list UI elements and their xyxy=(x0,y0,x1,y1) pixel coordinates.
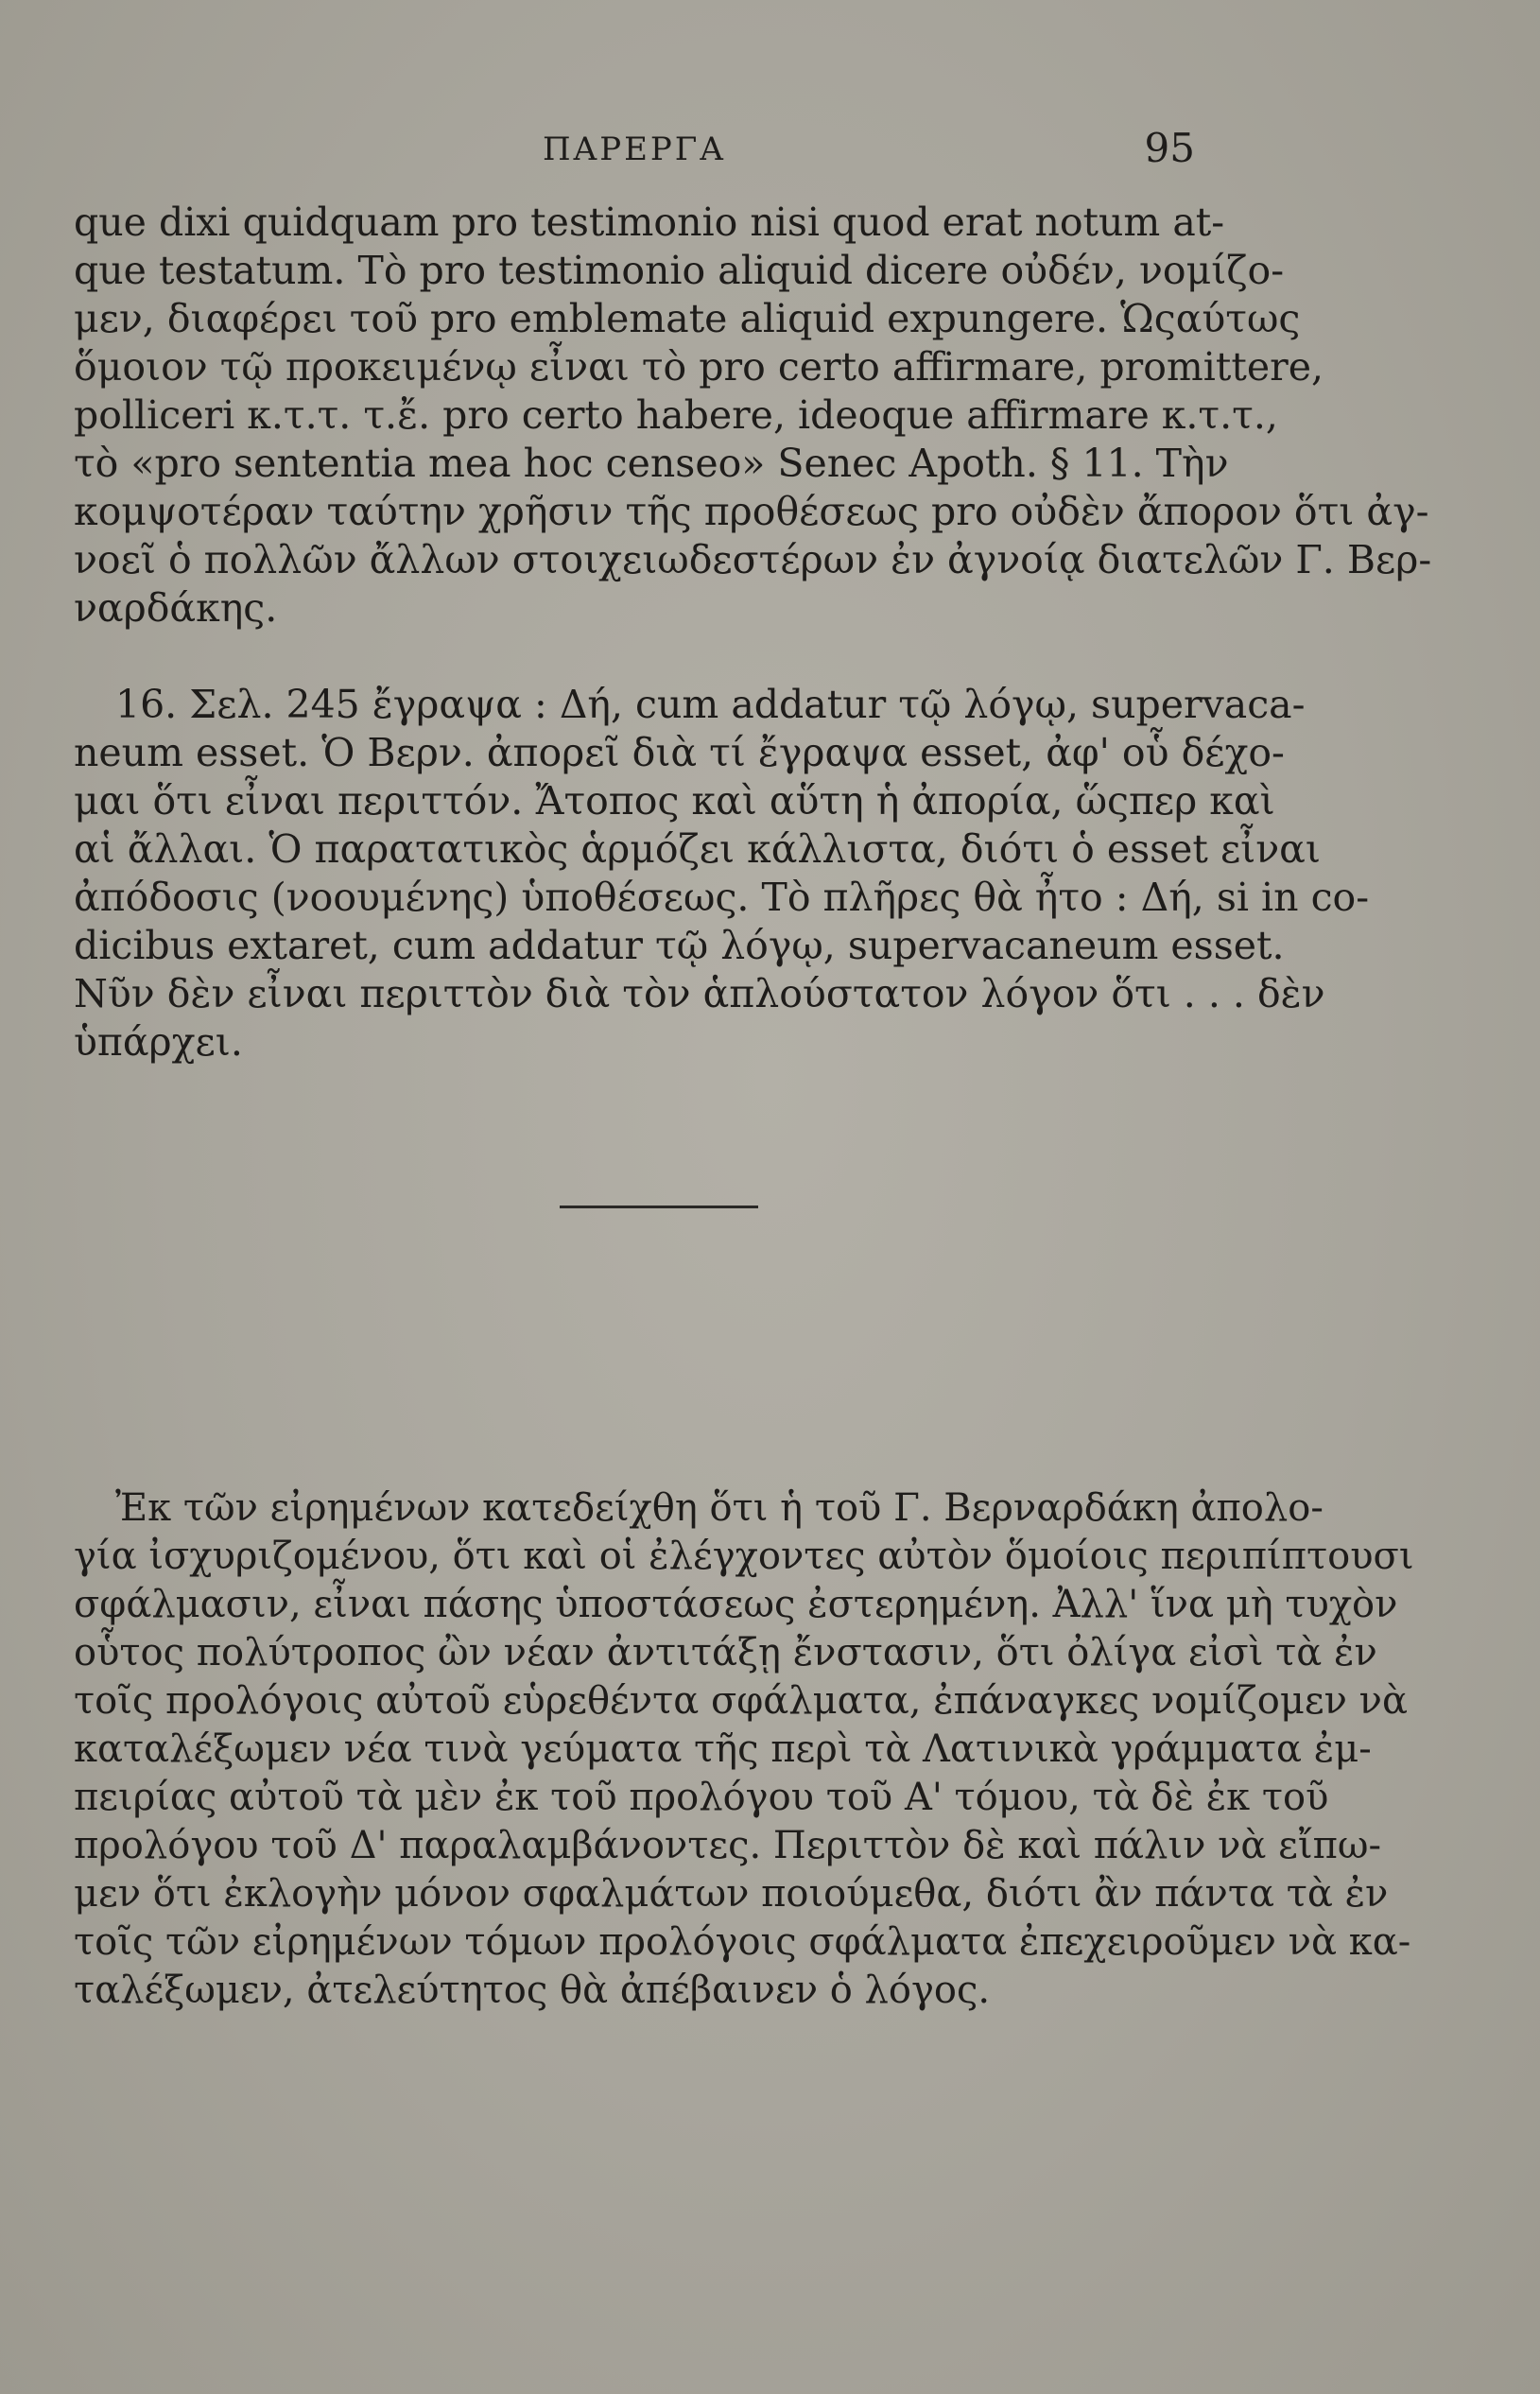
page-number: 95 xyxy=(1144,125,1195,171)
page-header xyxy=(74,125,1195,172)
text-line: ἀπόδοσις (νοουμένης) ὑποθέσεως. Τὸ πλῆρες θὰ ἦτο : Δή, si in co- xyxy=(74,875,1370,920)
text-line: μεν, διαφέρει τοῦ pro emblemate aliquid expungere. Ὡςαύτως xyxy=(74,296,1301,341)
text-line: que testatum. Τὸ pro testimonio aliquid dicere οὐδέν, νομίζο- xyxy=(74,248,1285,293)
text-line: Νῦν δὲν εἶναι περιττὸν διὰ τὸν ἁπλούστατον λόγον ὅτι . . . δὲν xyxy=(74,971,1325,1016)
text-line: πειρίας αὐτοῦ τὰ μὲν ἐκ τοῦ προλόγου τοῦ Α' τόμου, τὰ δὲ ἐκ τοῦ xyxy=(74,1776,1329,1819)
text-line: 16. Σελ. 245 ἔγραψα : Δή, cum addatur τῷ λόγῳ, supervaca- xyxy=(115,682,1306,727)
text-line: προλόγου τοῦ Δ' παραλαμβάνοντες. Περιττὸν δὲ καὶ πάλιν νὰ εἴπω- xyxy=(74,1824,1381,1867)
text-line: γία ἰσχυριζομένου, ὅτι καὶ οἱ ἐλέγχοντες αὐτὸν ὅμοίοις περιπίπτουσι xyxy=(74,1535,1414,1578)
text-line: σφάλμασιν, εἶναι πάσης ὑποστάσεως ἐστερημένη. Ἀλλ' ἵνα μὴ τυχὸν xyxy=(74,1583,1398,1626)
text-line: neum esset. Ὁ Βερν. ἀπορεῖ διὰ τί ἔγραψα esset, ἀφ' οὗ δέχο- xyxy=(74,730,1285,775)
text-line: τὸ «pro sententia mea hoc censeo» Senec Apoth. § 11. Τὴν xyxy=(74,441,1229,486)
text-line: ὑπάρχει. xyxy=(74,1019,243,1065)
text-line: τοῖς προλόγοις αὐτοῦ εὑρεθέντα σφάλματα, ἐπάναγκες νομίζομεν νὰ xyxy=(74,1679,1408,1723)
text-line: καταλέξωμεν νέα τινὰ γεύματα τῆς περὶ τὰ Λατινικὰ γράμματα ἐμ- xyxy=(74,1727,1372,1771)
section-divider xyxy=(560,1206,758,1208)
text-line: ταλέξωμεν, ἀτελεύτητος θὰ ἀπέβαινεν ὁ λόγος. xyxy=(74,1969,991,2012)
text-line: μαι ὅτι εἶναι περιττόν. Ἄτοπος καὶ αὕτη ἡ ἀπορία, ὥςπερ καὶ xyxy=(74,778,1275,824)
text-line: que dixi quidquam pro testimonio nisi quod erat notum at- xyxy=(74,200,1225,245)
text-line: μεν ὅτι ἐκλογὴν μόνον σφαλμάτων ποιούμεθα, διότι ἂν πάντα τὰ ἐν xyxy=(74,1872,1389,1916)
running-title: ΠΑΡΕΡΓΑ xyxy=(543,130,726,168)
text-line: τοῖς τῶν εἰρημένων τόμων προλόγοις σφάλματα ἐπεχειροῦμεν νὰ κα- xyxy=(74,1920,1411,1964)
text-line: αἱ ἄλλαι. Ὁ παρατατικὸς ἁρμόζει κάλλιστα, διότι ὁ esset εἶναι xyxy=(74,826,1321,872)
text-line: κομψοτέραν ταύτην χρῆσιν τῆς προθέσεως pro οὐδὲν ἄπορον ὅτι ἀγ- xyxy=(74,489,1429,534)
text-line: ναρδάκης. xyxy=(74,585,278,631)
text-line: polliceri κ.τ.τ. τ.ἔ. pro certo habere, ideoque affirmare κ.τ.τ., xyxy=(74,392,1278,438)
paragraph-1 xyxy=(74,199,1432,633)
paragraph-2 xyxy=(74,681,1370,1067)
text-line: νοεῖ ὁ πολλῶν ἄλλων στοιχειωδεστέρων ἐν ἀγνοίᾳ διατελῶν Γ. Βερ- xyxy=(74,537,1432,582)
text-line: οὗτος πολύτροπος ὢν νέαν ἀντιτάξῃ ἔνστασιν, ὅτι ὀλίγα εἰσὶ τὰ ἐν xyxy=(74,1631,1377,1674)
paragraph-3 xyxy=(74,1484,1414,2015)
text-line: Ἐκ τῶν εἰρημένων κατεδείχθη ὅτι ἡ τοῦ Γ. Βερναρδάκη ἀπολο- xyxy=(115,1486,1324,1530)
text-line: ὅμοιον τῷ προκειμένῳ εἶναι τὸ pro certo affirmare, promittere, xyxy=(74,344,1324,390)
text-line: dicibus extaret, cum addatur τῷ λόγῳ, supervacaneum esset. xyxy=(74,923,1285,968)
